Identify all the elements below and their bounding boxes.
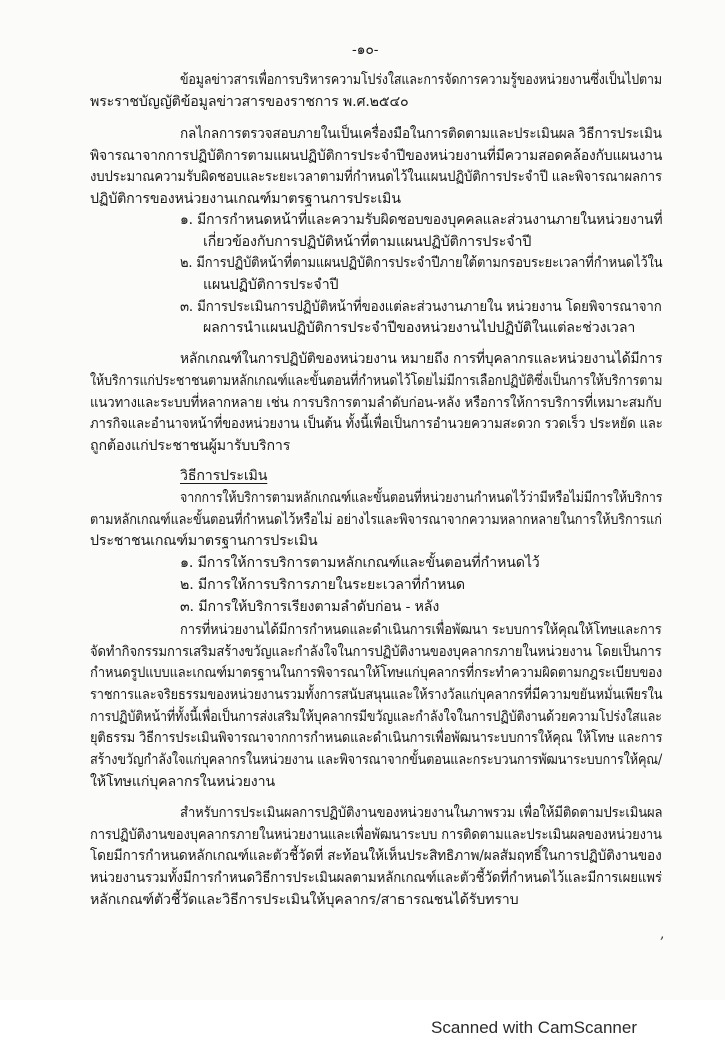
text-line: ยุติธรรม วิธีการประเมินพิจารณาจากการกำหนดและดำเนินการเพื่อพัฒนาระบบการให้คุณ ให้โทษ และการ — [90, 730, 663, 746]
text-line: ข้อมูลข่าวสารเพื่อการบริหารความโปร่งใสและการจัดการความรู้ของหน่วยงานซึ่งเป็นไปตาม — [180, 72, 662, 88]
text-line: สำหรับการประเมินผลการปฏิบัติงานของหน่วยงานในภาพรวม เพื่อให้มีติดตามประเมินผล — [180, 805, 663, 821]
text-line: ตามหลักเกณฑ์และขั้นตอนที่กำหนดไว้หรือไม่ อย่างไรและพิจารณาจากความหลากหลายในการให้บริการแก่ — [90, 512, 662, 528]
text-line: ถูกต้องแก่ประชาชนผู้มารับบริการ — [90, 438, 291, 454]
text-line: พระราชบัญญัติข้อมูลข่าวสารของราชการ พ.ศ.๒๕๔๐ — [90, 94, 409, 110]
page-number: -๑๐- — [352, 42, 379, 58]
text-line: จัดทำกิจกรรมการเสริมสร้างขวัญและกำลังใจในการปฏิบัติงานของบุคลากรภายในหน่วยงาน โดยเป็นการ — [90, 644, 662, 660]
text-line: ราชการและจริยธรรมของหน่วยงานรวมทั้งการสนับสนุนและให้รางวัลแก่บุคลากรที่มีความขยันหมั่นเพียรใน — [90, 687, 663, 703]
text-line: ประชาชนเกณฑ์มาตรฐานการประเมิน — [90, 533, 318, 549]
list-item: ๑. มีการให้การบริการตามหลักเกณฑ์และขั้นตอนที่กำหนดไว้ — [180, 555, 540, 571]
text-line: สร้างขวัญกำลังใจแก่บุคลากรในหน่วยงาน และพิจารณาจากขั้นตอนและกระบวนการพัฒนาระบบการให้คุณ/ — [90, 752, 663, 768]
text-line: ภารกิจและอำนาจหน้าที่ของหน่วยงาน เป็นต้น ทั้งนี้เพื่อเป็นการอำนวยความสะดวก รวดเร็ว ประหยัด และ — [90, 416, 663, 432]
text-line: การปฏิบัติงานของบุคลากรภายในหน่วยงานและเพื่อพัฒนาระบบ การติดตามและประเมินผลของหน่วยงาน — [90, 827, 662, 843]
list-item: ๓. มีการให้บริการเรียงตามลำดับก่อน - หลัง — [180, 599, 440, 615]
text-line: พิจารณาจากการปฏิบัติการตามแผนปฏิบัติการประจำปีของหน่วยงานที่มีความสอดคล้องกับแผนงาน — [90, 148, 663, 164]
text-line: โดยมีการกำหนดหลักเกณฑ์และตัวชี้วัดที่ สะท้อนให้เห็นประสิทธิภาพ/ผลสัมฤทธิ์ในการปฏิบัติงานของ — [90, 848, 662, 864]
text-line: แนวทางและระบบที่หลากหลาย เช่น การบริการตามลำดับก่อน-หลัง หรือการให้การบริการที่เหมาะสมกับ — [90, 395, 662, 411]
text-line: การปฏิบัติหน้าที่ทั้งนี้เพื่อเป็นการส่งเสริมให้บุคลากรมีขวัญและกำลังใจในการปฏิบัติงานด้วยความโปร่งใสและ — [90, 709, 662, 725]
text-line: หน่วยงานรวมทั้งมีการกำหนดวิธีการประเมินผลตามหลักเกณฑ์และตัวชี้วัดที่กำหนดไว้และมีการเผยแพร่ — [90, 870, 662, 886]
list-item: ๑. มีการกำหนดหน้าที่และความรับผิดชอบของบุคคลและส่วนงานภายในหน่วยงานที่ — [180, 212, 663, 228]
text-line: งบประมาณความรับผิดชอบและระยะเวลาตามที่กำหนดไว้ในแผนปฏิบัติการประจำปี และพิจารณาผลการ — [90, 169, 662, 185]
text-line: กำหนดรูปแบบและเกณฑ์มาตรฐานในการพิจารณาให้โทษแก่บุคลากรที่กระทำความผิดตามกฎระเบียบของ — [90, 665, 663, 681]
text-line: หลักเกณฑ์ตัวชี้วัดและวิธีการประเมินให้บุคลากร/สาธารณชนได้รับทราบ — [90, 892, 519, 908]
list-item: ๓. มีการประเมินการปฏิบัติหน้าที่ของแต่ละส่วนงานภายใน หน่วยงาน โดยพิจารณาจาก — [180, 299, 662, 315]
list-item: ๒. มีการให้การบริการภายในระยะเวลาที่กำหนด — [180, 577, 465, 593]
text-line: หลักเกณฑ์ในการปฏิบัติของหน่วยงาน หมายถึง การที่บุคลากรและหน่วยงานได้มีการ — [180, 351, 663, 367]
text-line: ให้โทษแก่บุคลากรในหน่วยงาน — [90, 774, 275, 790]
list-item: ๒. มีการปฏิบัติหน้าที่ตามแผนปฏิบัติการประจำปีภายใต้ตามกรอบระยะเวลาที่กำหนดไว้ใน — [180, 255, 663, 271]
text-line: ปฏิบัติการของหน่วยงานเกณฑ์มาตรฐานการประเมิน — [90, 191, 401, 207]
list-item-continuation: ผลการนำแผนปฏิบัติการประจำปีของหน่วยงานไปปฏิบัติในแต่ละช่วงเวลา — [203, 320, 636, 336]
text-line: กลไกลการตรวจสอบภายในเป็นเครื่องมือในการติดตามและประเมินผล วิธีการประเมิน — [180, 126, 662, 142]
corner-mark: , — [660, 926, 665, 942]
section-heading: วิธีการประเมิน — [180, 468, 268, 484]
list-item-continuation: แผนปฏิบัติการประจำปี — [203, 277, 339, 293]
list-item-continuation: เกี่ยวข้องกับการปฏิบัติหน้าที่ตามแผนปฏิบัติการประจำปี — [203, 234, 532, 250]
text-line: ให้บริการแก่ประชาชนตามหลักเกณฑ์และขั้นตอนที่กำหนดไว้โดยไม่มีการเลือกปฏิบัติซึ่งเป็นการให้บริการตาม — [90, 373, 663, 389]
text-line: จากการให้บริการตามหลักเกณฑ์และขั้นตอนที่หน่วยงานกำหนดไว้ว่ามีหรือไม่มีการให้บริการ — [180, 490, 663, 506]
scanner-watermark: Scanned with CamScanner — [431, 1018, 638, 1037]
text-line: การที่หน่วยงานได้มีการกำหนดและดำเนินการเพื่อพัฒนา ระบบการให้คุณให้โทษและการ — [180, 622, 662, 638]
